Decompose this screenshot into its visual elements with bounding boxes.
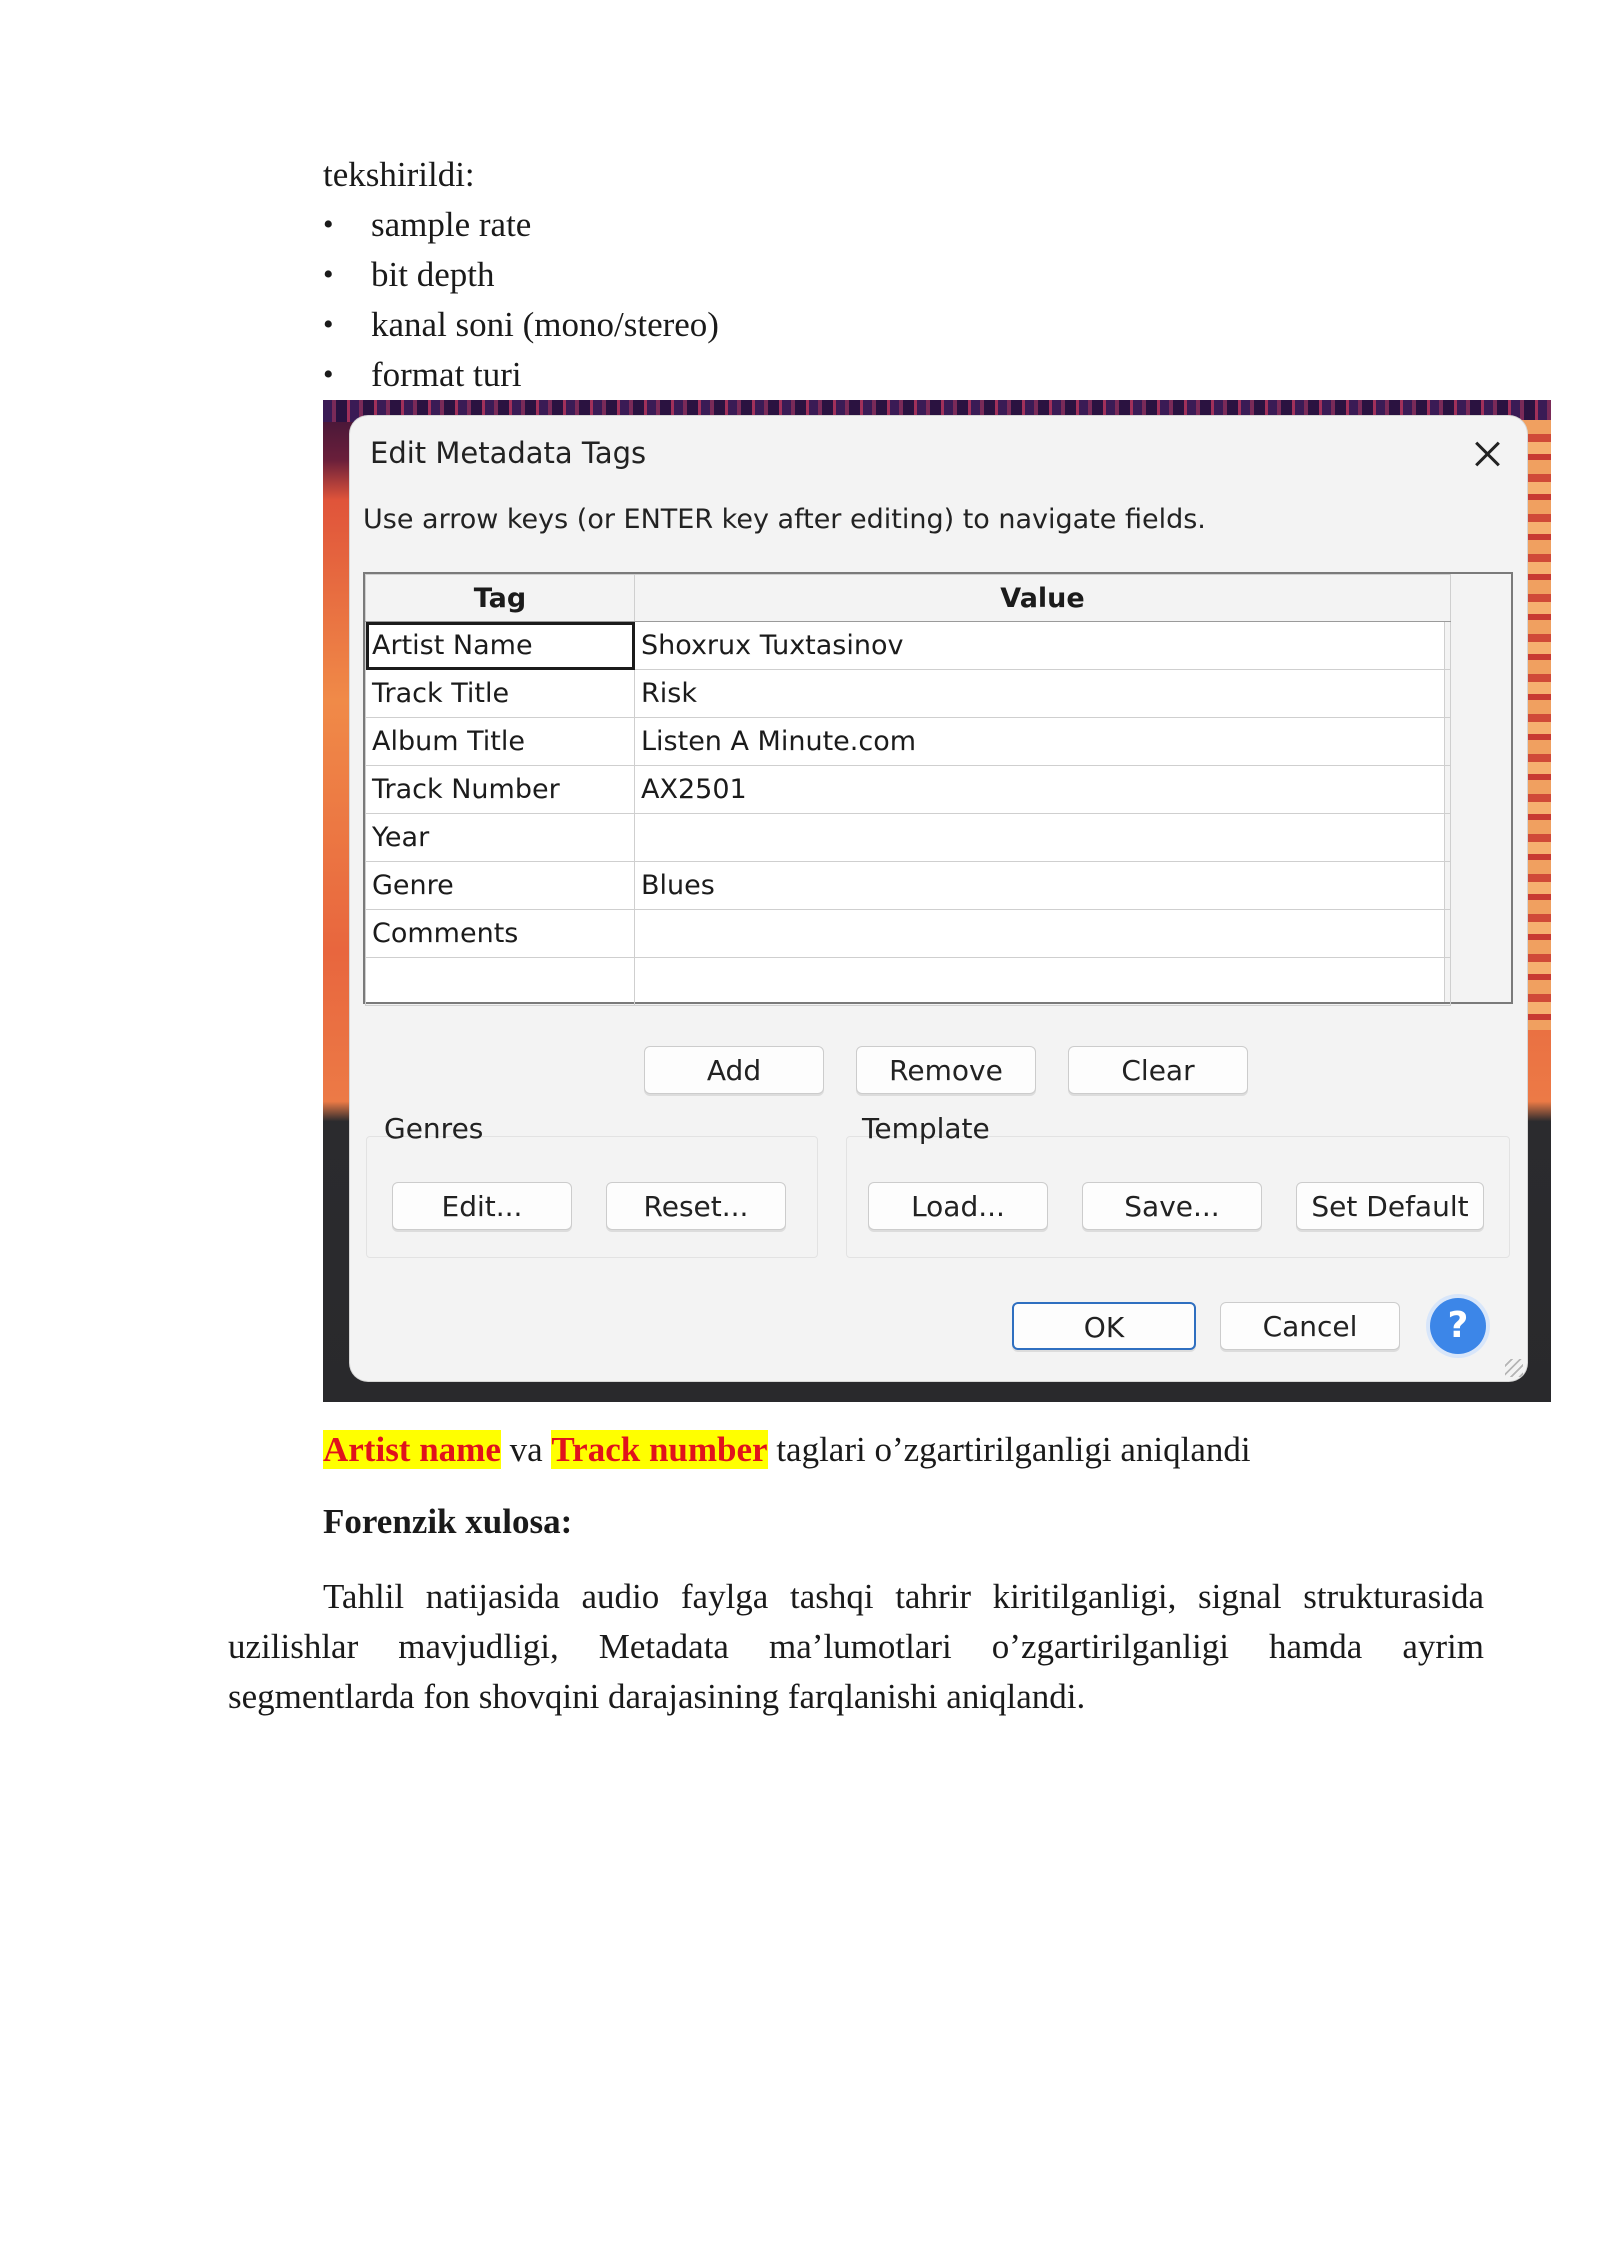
table-row[interactable] [366,910,1451,958]
template-label: Template [862,1112,990,1145]
list-item: • format turi [323,350,719,400]
list-item: • sample rate [323,200,719,250]
value-cell[interactable] [635,958,1451,1006]
resize-grip-icon[interactable] [1505,1359,1523,1377]
tag-cell[interactable]: Album Title [366,718,635,766]
value-cell[interactable]: Risk [635,670,1451,718]
tag-cell[interactable]: Genre [366,862,635,910]
table-header-row [366,575,1451,622]
value-cell[interactable]: Listen A Minute.com [635,718,1451,766]
tag-cell[interactable]: Comments [366,910,635,958]
cancel-button[interactable]: Cancel [1220,1302,1400,1350]
template-save-button[interactable]: Save... [1082,1182,1262,1230]
table-row[interactable] [366,670,1451,718]
finding-connector: va [500,1430,552,1469]
close-icon[interactable] [1469,436,1505,472]
table-scroll-lane[interactable] [1444,574,1511,1002]
finding-line [323,1425,1251,1475]
table-row[interactable] [366,766,1451,814]
table-row[interactable] [366,718,1451,766]
tag-cell[interactable]: Artist Name [366,622,635,670]
tag-cell[interactable]: Track Title [366,670,635,718]
conclusion-paragraph: Tahlil natijasida audio faylga tashqi tahrir kiritilganligi, signal strukturasida uzilishlar mavjudligi, Metadata ma’lumotlari o’zgartirilganligi hamda ayrim segmentlarda fon shovqini darajasining farqlanishi aniqlandi. [228,1577,1484,1716]
column-header-value[interactable]: Value [635,575,1451,622]
tag-cell[interactable]: Track Number [366,766,635,814]
table-row[interactable] [366,622,1451,670]
edit-metadata-dialog [350,416,1527,1381]
genres-label: Genres [384,1112,484,1145]
intro-line: tekshirildi: [323,155,475,194]
column-header-tag[interactable]: Tag [366,575,635,622]
genres-reset-button[interactable]: Reset... [606,1182,786,1230]
ok-button[interactable]: OK [1012,1302,1196,1350]
table-row[interactable] [366,862,1451,910]
tag-cell[interactable]: Year [366,814,635,862]
set-default-button[interactable]: Set Default [1296,1182,1484,1230]
value-cell[interactable]: AX2501 [635,766,1451,814]
metadata-dialog-screenshot [323,400,1551,1402]
remove-button[interactable]: Remove [856,1046,1036,1094]
tag-cell[interactable] [366,958,635,1006]
value-cell[interactable] [635,910,1451,958]
help-icon[interactable]: ? [1430,1298,1486,1354]
table-row[interactable] [366,814,1451,862]
list-item: • kanal soni (mono/stereo) [323,300,719,350]
dialog-hint: Use arrow keys (or ENTER key after editing) to navigate fields. [363,504,1206,535]
highlight-artist-name: Artist name [323,1430,501,1469]
value-cell[interactable]: Shoxrux Tuxtasinov [635,622,1451,670]
list-item: • bit depth [323,250,719,300]
genres-edit-button[interactable]: Edit... [392,1182,572,1230]
finding-rest: taglari o’zgartirilganligi aniqlandi [767,1430,1251,1469]
conclusion-heading: Forenzik xulosa: [323,1502,573,1541]
table-row[interactable] [366,958,1451,1006]
clear-button[interactable]: Clear [1068,1046,1248,1094]
dialog-title: Edit Metadata Tags [370,436,647,470]
add-button[interactable]: Add [644,1046,824,1094]
metadata-table [363,572,1513,1004]
highlight-track-number: Track number [551,1430,768,1469]
template-load-button[interactable]: Load... [868,1182,1048,1230]
checks-list [323,200,719,400]
value-cell[interactable] [635,814,1451,862]
value-cell[interactable]: Blues [635,862,1451,910]
